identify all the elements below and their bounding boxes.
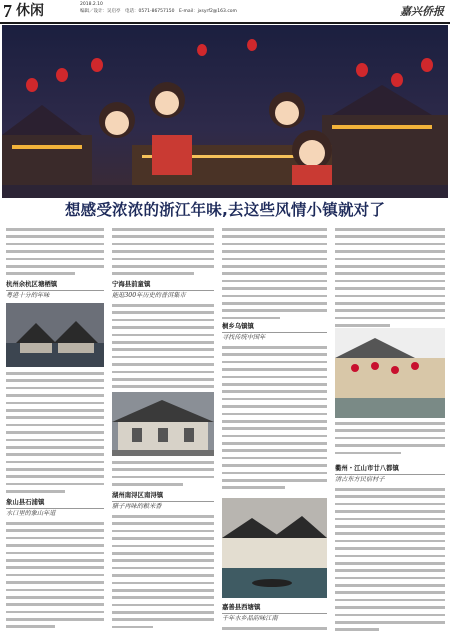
article-body-nanxun — [112, 515, 214, 633]
qiantong-photo — [112, 392, 214, 456]
article-subtitle-wuzhen: 寻找传统中国年 — [222, 334, 266, 341]
article-subtitle-jiangshan: 清古东方民宿村子 — [335, 476, 385, 483]
page-number: 7 — [3, 1, 12, 21]
section-title: 休闲 — [16, 3, 44, 19]
article-title-qiantong: 宁海县前童镇 — [112, 280, 151, 288]
editor-contact: 编辑／设计：吴启亭 电话：0571-86757150 E-mail：jxsyrf2@163.com — [80, 9, 237, 14]
article-title-wuzhen: 桐乡乌镇镇 — [222, 322, 254, 330]
article-body-qiantong — [112, 304, 214, 400]
article-title-xitang: 嘉善县西塘镇 — [222, 603, 261, 611]
article-body-jiangshan — [335, 488, 445, 636]
article-intro-text — [6, 228, 104, 280]
article-subtitle-nanxun: 腊子再味的粮米香 — [112, 503, 162, 510]
article-title-shipu: 象山县石浦镇 — [6, 498, 45, 506]
article-body-tangqi — [6, 372, 104, 498]
newspaper-masthead: 嘉兴侨报 — [400, 5, 444, 18]
wuzhen-lantern-photo — [335, 328, 445, 418]
article-title-tangqi: 杭州余杭区塘栖镇 — [6, 280, 58, 288]
article-body-wuzhen-2 — [335, 422, 445, 459]
wuzhen-photo — [222, 498, 327, 598]
tangqi-photo — [6, 303, 104, 367]
article-intro-text-4 — [335, 228, 445, 331]
article-intro-text-3 — [222, 228, 327, 324]
article-body-qiantong-2 — [112, 461, 214, 491]
article-subtitle-shipu: 水口里的象山年道 — [6, 510, 56, 517]
article-body-xitang — [222, 627, 327, 634]
headline: 想感受浓浓的浙江年味,去这些风情小镇就对了 — [64, 201, 386, 219]
article-title-nanxun: 湖州南浔区南浔镇 — [112, 491, 164, 499]
article-subtitle-tangqi: 粤港十分的年味 — [6, 292, 50, 299]
article-body-shipu — [6, 522, 104, 633]
issue-date: 2018.2.10 — [80, 2, 103, 7]
article-title-jiangshan: 衢州・江山市廿八都镇 — [335, 464, 399, 472]
article-subtitle-xitang: 千年水乡品韵味江南 — [222, 615, 278, 622]
article-body-wuzhen — [222, 346, 327, 494]
article-intro-text-2 — [112, 228, 214, 280]
main-photo — [2, 25, 448, 198]
article-subtitle-qiantong: 能逛300年历史的普洱集市 — [112, 292, 186, 299]
